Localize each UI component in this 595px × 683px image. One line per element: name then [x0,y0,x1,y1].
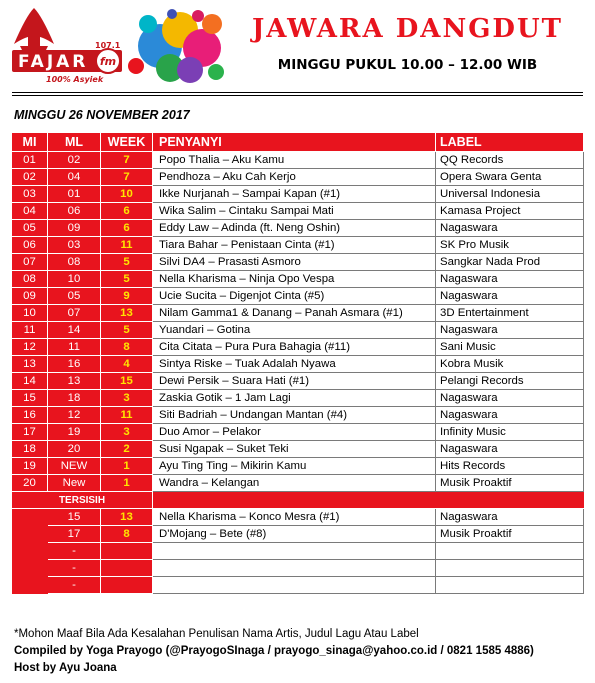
rank-ml-cell: 16 [48,356,101,373]
table-row [12,220,584,237]
record-label-cell: Kobra Musik [436,356,584,373]
rank-ml-cell: 14 [48,322,101,339]
tersisih-week-cell [101,543,153,560]
rank-mi-cell: 01 [12,152,48,169]
week-count-cell: 7 [101,169,153,186]
rank-ml-cell: 10 [48,271,101,288]
record-label-cell: Musik Proaktif [436,475,584,492]
rank-ml-cell: 11 [48,339,101,356]
table-row [12,322,584,339]
record-label-cell: Nagaswara [436,220,584,237]
rank-ml-cell: 20 [48,441,101,458]
week-count-cell: 7 [101,152,153,169]
footer-compiled: Compiled by Yoga Prayogo (@PrayogoSInaga / prayogo_sinaga@yahoo.co.id / 0821 1585 4886) [14,645,534,657]
rank-ml-cell: 06 [48,203,101,220]
tersisih-blank-cell [12,560,48,577]
tersisih-blank-cell [12,577,48,594]
week-count-cell: 3 [101,424,153,441]
rank-mi-cell: 07 [12,254,48,271]
tersisih-label-cell [436,577,584,594]
logo-bubbles [128,9,224,83]
artist-song-cell: Wika Salim – Cintaku Sampai Mati [153,203,436,220]
tersisih-bar [153,492,584,509]
record-label-cell: Sani Music [436,339,584,356]
artist-song-cell: Ayu Ting Ting – Mikirin Kamu [153,458,436,475]
tersisih-artist-song-cell [153,560,436,577]
tersisih-week-cell: 8 [101,526,153,543]
rank-mi-cell: 19 [12,458,48,475]
tersisih-label-cell: Musik Proaktif [436,526,584,543]
record-label-cell: Nagaswara [436,322,584,339]
record-label-cell: SK Pro Musik [436,237,584,254]
rank-mi-cell: 15 [12,390,48,407]
rank-ml-cell: 19 [48,424,101,441]
column-header-mi: MI [12,133,48,152]
rank-ml-cell: 12 [48,407,101,424]
record-label-cell: Nagaswara [436,407,584,424]
artist-song-cell: Zaskia Gotik – 1 Jam Lagi [153,390,436,407]
tersisih-ml-cell: - [48,543,101,560]
table-row [12,373,584,390]
tersisih-blank-cell [12,509,48,526]
rank-ml-cell: 05 [48,288,101,305]
chart-date: MINGGU 26 NOVEMBER 2017 [14,108,190,122]
pagoda-roof-icon [14,8,54,50]
rank-ml-cell: New [48,475,101,492]
artist-song-cell: Wandra – Kelangan [153,475,436,492]
tersisih-week-cell [101,577,153,594]
artist-song-cell: Silvi DA4 – Prasasti Asmoro [153,254,436,271]
rank-ml-cell: 01 [48,186,101,203]
rank-ml-cell: 18 [48,390,101,407]
record-label-cell: Pelangi Records [436,373,584,390]
header-divider-bottom [12,95,583,96]
rank-mi-cell: 18 [12,441,48,458]
rank-ml-cell: 09 [48,220,101,237]
table-row [12,254,584,271]
logo-text: FAJAR [18,52,89,72]
rank-mi-cell: 03 [12,186,48,203]
week-count-cell: 9 [101,288,153,305]
chart-table [12,133,584,594]
artist-song-cell: Dewi Persik – Suara Hati (#1) [153,373,436,390]
page-title: JAWARA DANGDUT [252,14,563,44]
rank-ml-cell: 08 [48,254,101,271]
table-row [12,458,584,475]
tersisih-ml-cell: - [48,577,101,594]
tersisih-artist-song-cell [153,543,436,560]
record-label-cell: Opera Swara Genta [436,169,584,186]
tersisih-table-row [12,577,584,594]
table-row [12,407,584,424]
tersisih-ml-cell: 15 [48,509,101,526]
tersisih-artist-song-cell [153,577,436,594]
rank-ml-cell: 13 [48,373,101,390]
artist-song-cell: Tiara Bahar – Penistaan Cinta (#1) [153,237,436,254]
artist-song-cell: Sintya Riske – Tuak Adalah Nyawa [153,356,436,373]
week-count-cell: 15 [101,373,153,390]
table-row [12,152,584,169]
rank-ml-cell: 04 [48,169,101,186]
record-label-cell: QQ Records [436,152,584,169]
table-row [12,305,584,322]
fajar-fm-logo [12,6,226,86]
week-count-cell: 1 [101,458,153,475]
artist-song-cell: Ikke Nurjanah – Sampai Kapan (#1) [153,186,436,203]
record-label-cell: Infinity Music [436,424,584,441]
artist-song-cell: Siti Badriah – Undangan Mantan (#4) [153,407,436,424]
footer-note: *Mohon Maaf Bila Ada Kesalahan Penulisan Nama Artis, Judul Lagu Atau Label [14,628,419,640]
tersisih-label-cell [436,543,584,560]
rank-mi-cell: 06 [12,237,48,254]
week-count-cell: 8 [101,339,153,356]
artist-song-cell: Eddy Law – Adinda (ft. Neng Oshin) [153,220,436,237]
artist-song-cell: Ucie Sucita – Digenjot Cinta (#5) [153,288,436,305]
tersisih-table-row [12,509,584,526]
week-count-cell: 6 [101,220,153,237]
table-row [12,186,584,203]
rank-mi-cell: 20 [12,475,48,492]
column-header-label: LABEL [436,133,584,152]
artist-song-cell: Popo Thalia – Aku Kamu [153,152,436,169]
rank-mi-cell: 10 [12,305,48,322]
tersisih-body [12,509,584,594]
table-row [12,424,584,441]
rank-mi-cell: 09 [12,288,48,305]
week-count-cell: 10 [101,186,153,203]
table-row [12,288,584,305]
tersisih-table-row [12,560,584,577]
rank-mi-cell: 02 [12,169,48,186]
rank-mi-cell: 17 [12,424,48,441]
rank-mi-cell: 14 [12,373,48,390]
rank-ml-cell: 07 [48,305,101,322]
week-count-cell: 13 [101,305,153,322]
artist-song-cell: Duo Amor – Pelakor [153,424,436,441]
record-label-cell: Universal Indonesia [436,186,584,203]
column-header-ml: ML [48,133,101,152]
record-label-cell: Nagaswara [436,288,584,305]
tersisih-row [12,492,584,509]
table-row [12,203,584,220]
artist-song-cell: Yuandari – Gotina [153,322,436,339]
tersisih-blank-cell [12,526,48,543]
rank-mi-cell: 08 [12,271,48,288]
tersisih-ml-cell: - [48,560,101,577]
table-row [12,475,584,492]
rank-mi-cell: 13 [12,356,48,373]
record-label-cell: 3D Entertainment [436,305,584,322]
tersisih-week-cell: 13 [101,509,153,526]
artist-song-cell: Nilam Gamma1 & Danang – Panah Asmara (#1) [153,305,436,322]
rank-ml-cell: 02 [48,152,101,169]
table-row [12,441,584,458]
tersisih-label: TERSISIH [12,492,153,509]
table-row [12,237,584,254]
record-label-cell: Sangkar Nada Prod [436,254,584,271]
record-label-cell: Kamasa Project [436,203,584,220]
logo-frequency: 107.1 [95,41,121,50]
week-count-cell: 5 [101,322,153,339]
table-body [12,152,584,492]
week-count-cell: 11 [101,237,153,254]
week-count-cell: 4 [101,356,153,373]
artist-song-cell: Nella Kharisma – Ninja Opo Vespa [153,271,436,288]
tersisih-ml-cell: 17 [48,526,101,543]
tersisih-label-cell [436,560,584,577]
record-label-cell: Nagaswara [436,390,584,407]
week-count-cell: 5 [101,254,153,271]
tersisih-week-cell [101,560,153,577]
artist-song-cell: Pendhoza – Aku Cah Kerjo [153,169,436,186]
column-header-penyanyi: PENYANYI [153,133,436,152]
record-label-cell: Nagaswara [436,441,584,458]
header-divider-top [12,92,583,93]
footer-host: Host by Ayu Joana [14,662,117,674]
tersisih-table-row [12,543,584,560]
table-row [12,356,584,373]
tersisih-artist-song-cell: Nella Kharisma – Konco Mesra (#1) [153,509,436,526]
rank-ml-cell: NEW [48,458,101,475]
table-row [12,271,584,288]
rank-mi-cell: 16 [12,407,48,424]
record-label-cell: Nagaswara [436,271,584,288]
column-header-week: WEEK [101,133,153,152]
logo-tagline: 100% Asyiek [46,75,104,84]
schedule-subtitle: MINGGU PUKUL 10.00 – 12.00 WIB [277,57,538,73]
artist-song-cell: Susi Ngapak – Suket Teki [153,441,436,458]
table-row [12,169,584,186]
artist-song-cell: Cita Citata – Pura Pura Bahagia (#11) [153,339,436,356]
rank-mi-cell: 04 [12,203,48,220]
tersisih-label-cell: Nagaswara [436,509,584,526]
rank-mi-cell: 11 [12,322,48,339]
week-count-cell: 3 [101,390,153,407]
tersisih-blank-cell [12,543,48,560]
week-count-cell: 2 [101,441,153,458]
table-header-row [12,133,584,152]
week-count-cell: 5 [101,271,153,288]
week-count-cell: 1 [101,475,153,492]
week-count-cell: 6 [101,203,153,220]
week-count-cell: 11 [101,407,153,424]
tersisih-table-row [12,526,584,543]
tersisih-artist-song-cell: D'Mojang – Bete (#8) [153,526,436,543]
table-row [12,390,584,407]
rank-mi-cell: 05 [12,220,48,237]
rank-ml-cell: 03 [48,237,101,254]
logo-fm: fm [99,55,117,68]
rank-mi-cell: 12 [12,339,48,356]
record-label-cell: Hits Records [436,458,584,475]
table-row [12,339,584,356]
